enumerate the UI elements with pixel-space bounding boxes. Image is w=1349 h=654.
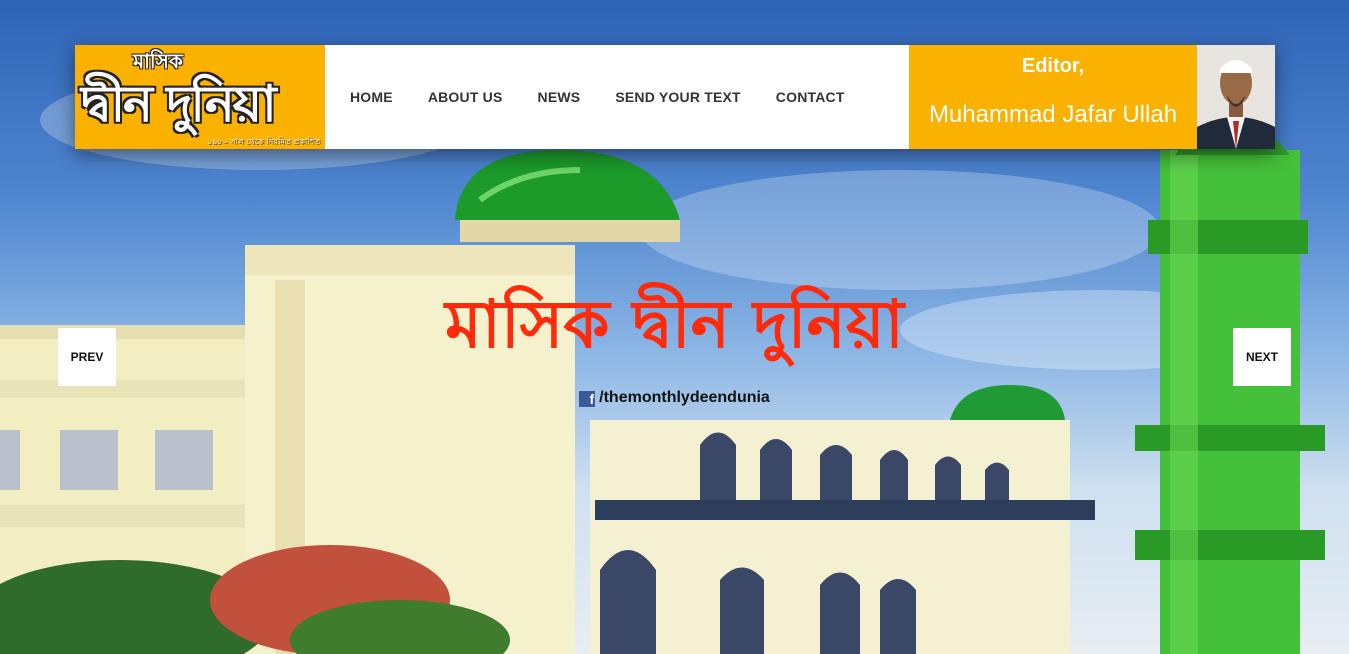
- nav-contact[interactable]: CONTACT: [775, 89, 845, 105]
- slider-next-button[interactable]: NEXT: [1233, 328, 1291, 386]
- site-logo[interactable]: [75, 45, 325, 149]
- editor-info: [909, 45, 1197, 149]
- main-nav: [325, 45, 909, 149]
- facebook-icon: f: [579, 391, 595, 407]
- hero-title: মাসিক দ্বীন দুনিয়া: [445, 286, 904, 363]
- slider-prev-button[interactable]: PREV: [58, 328, 116, 386]
- nav-send-your-text[interactable]: SEND YOUR TEXT: [615, 89, 741, 105]
- logo-top-text: মাসিক: [133, 49, 183, 73]
- facebook-link-row[interactable]: [0, 389, 1349, 407]
- logo-subtitle: ১৯৮০ সাল থেকে নিয়মিত প্রকাশিত: [207, 137, 321, 146]
- logo-main-text: দ্বীন দুনিয়া: [81, 75, 275, 133]
- editor-photo: [1197, 45, 1275, 149]
- editor-label: Editor,: [1021, 55, 1085, 77]
- nav-home[interactable]: HOME: [350, 89, 393, 105]
- nav-news[interactable]: NEWS: [537, 89, 581, 105]
- editor-name: Muhammad Jafar Ullah: [928, 101, 1178, 128]
- nav-about-us[interactable]: ABOUT US: [427, 89, 503, 105]
- site-header: [75, 45, 1275, 149]
- facebook-handle[interactable]: /themonthlydeendunia: [599, 389, 770, 406]
